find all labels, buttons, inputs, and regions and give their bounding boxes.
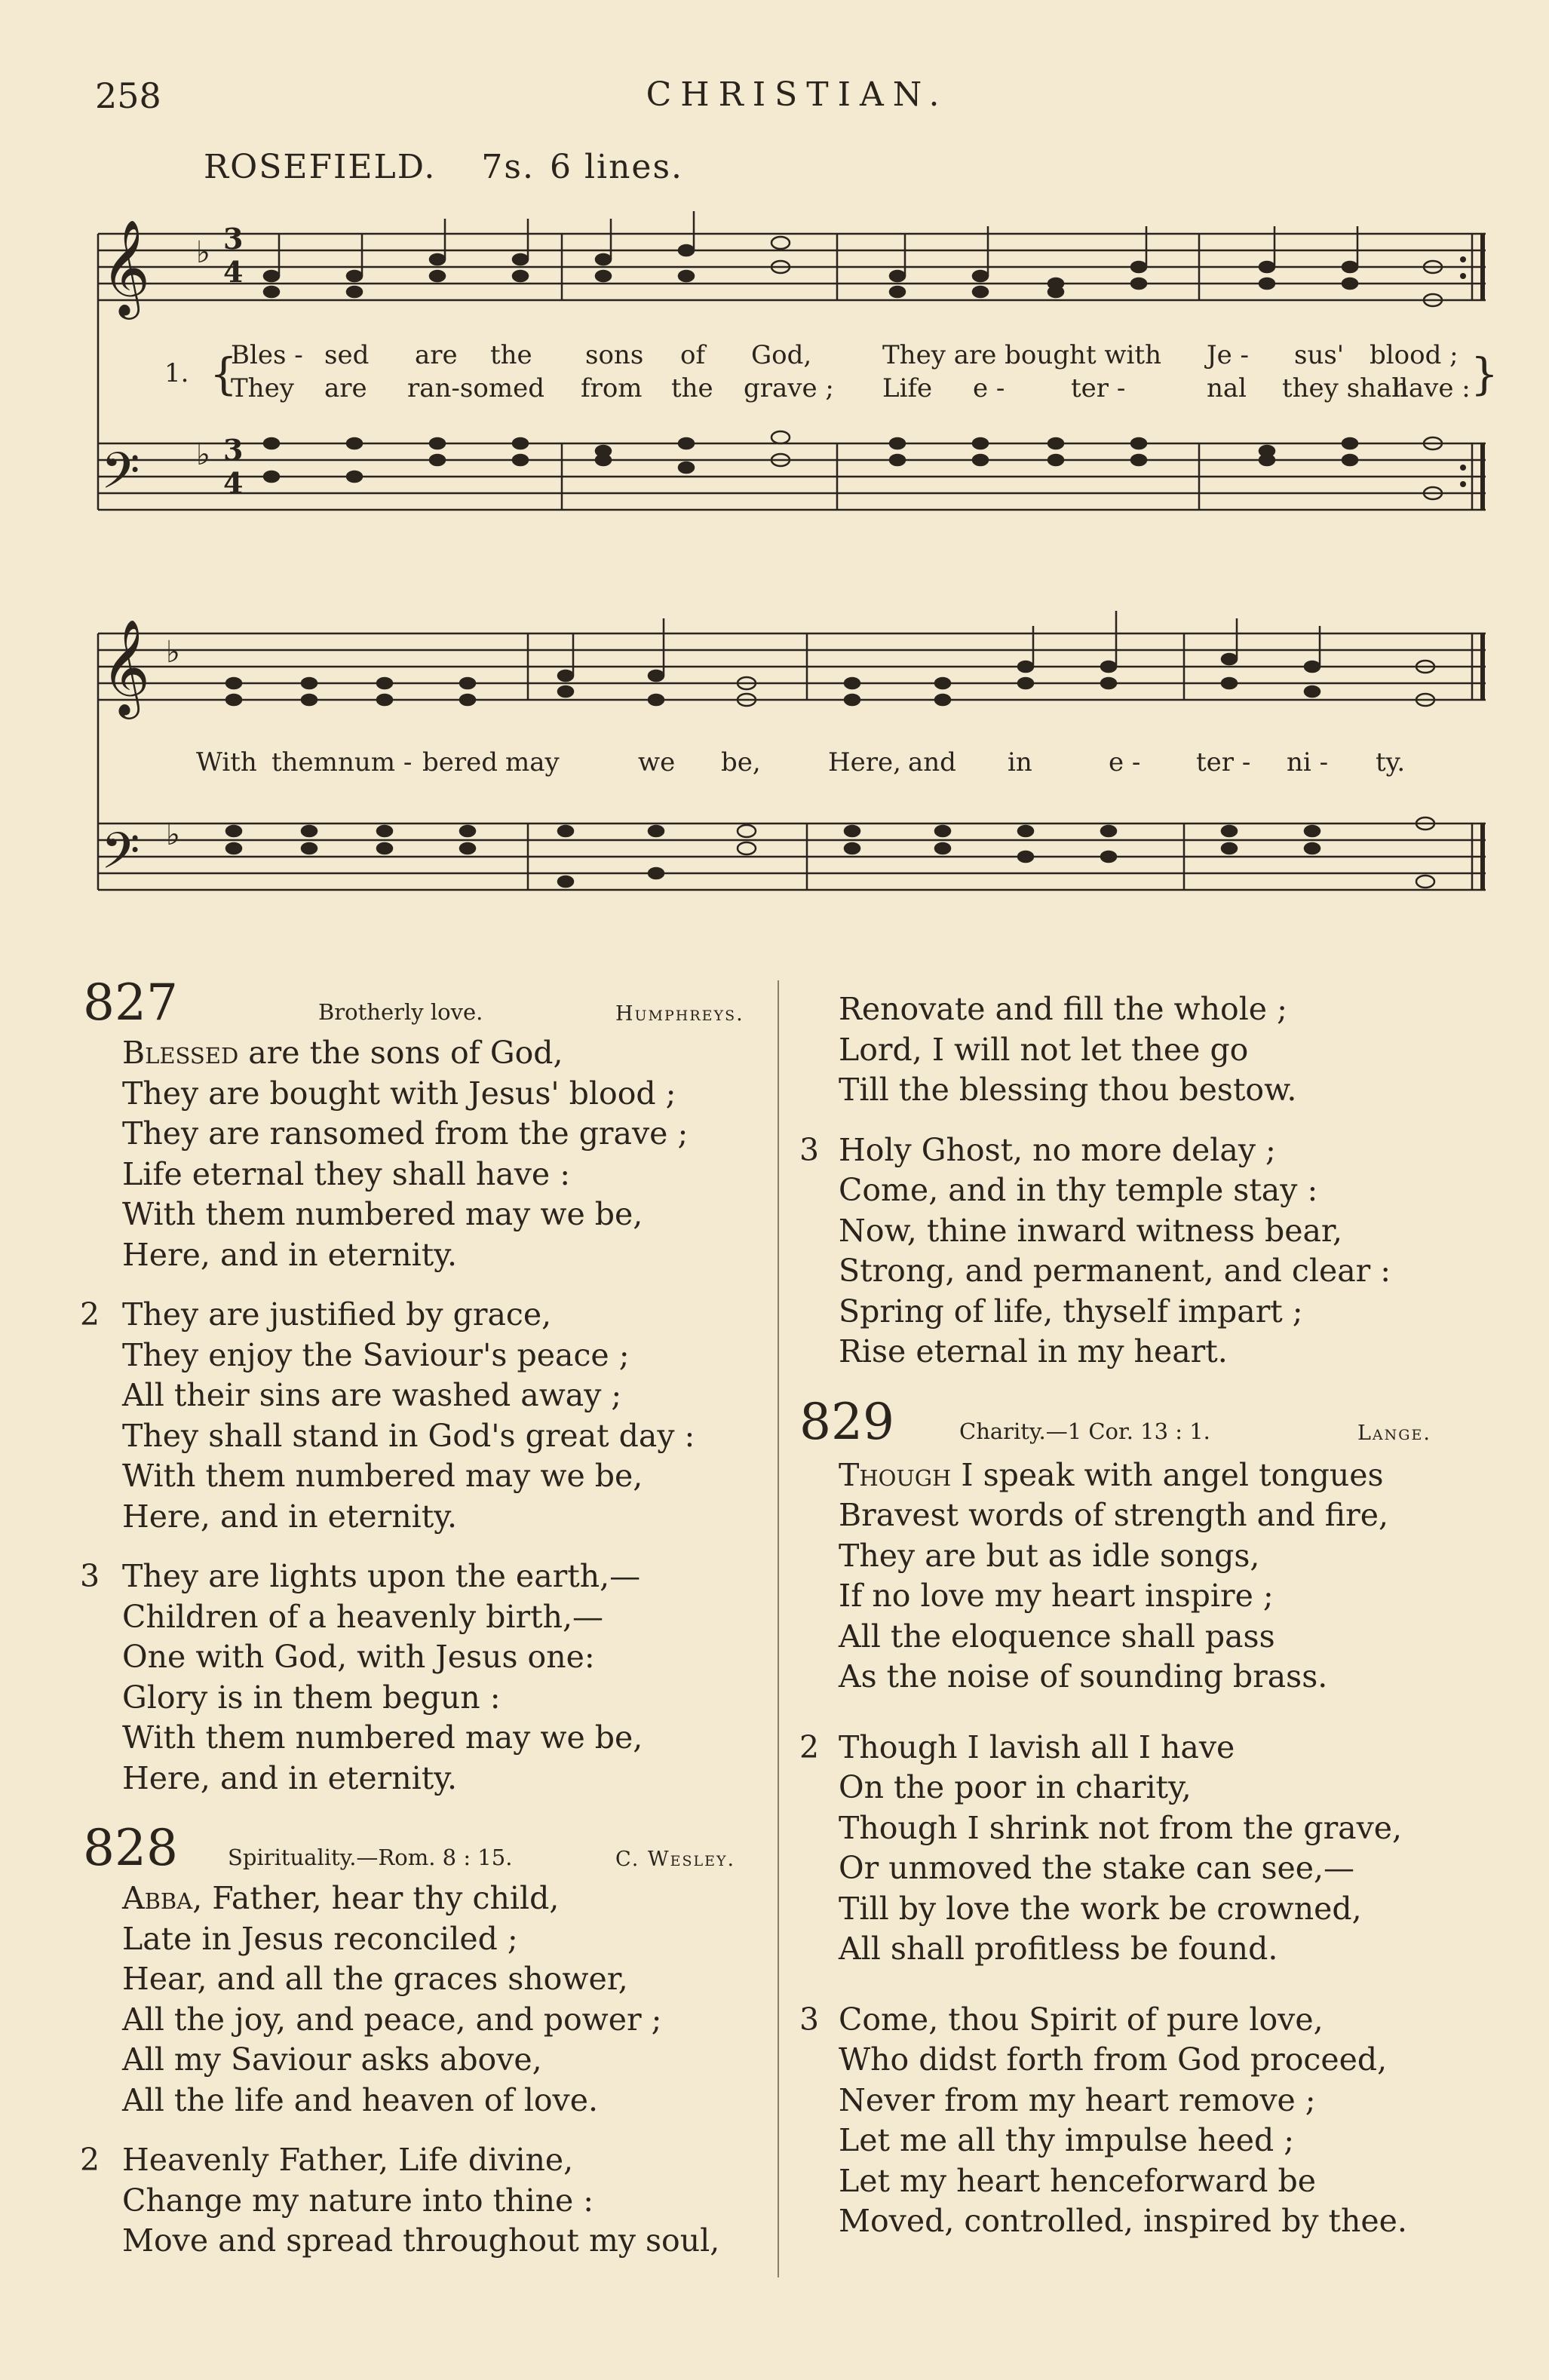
verse-line: Come, and in thy temple stay :: [839, 1172, 1318, 1208]
syllable: Here,: [828, 747, 901, 777]
time-signature: 4: [223, 466, 244, 500]
verse-line: They are bought with Jesus' blood ;: [122, 1075, 676, 1112]
syllable: sons: [585, 340, 644, 370]
verse-line: Moved, controlled, inspired by thee.: [839, 2203, 1407, 2239]
syllable: are: [415, 340, 458, 370]
stanza: [799, 1728, 1502, 1970]
syllable: of: [680, 340, 706, 370]
verse-line: If no love my heart inspire ;: [839, 1578, 1274, 1614]
syllable: They are bought with: [882, 340, 1161, 370]
syllable: the: [490, 340, 532, 370]
time-signature: 3: [223, 433, 244, 467]
verse-line: Change my nature into thine :: [122, 2182, 594, 2219]
verse-line: Let my heart henceforward be: [839, 2162, 1316, 2199]
hymn-topic: Spirituality.—Rom. 8 : 15.: [228, 1845, 513, 1870]
syllable: With: [196, 747, 257, 777]
verse-line: All the joy, and peace, and power ;: [122, 2001, 662, 2038]
verse-line: They are justified by grace,: [122, 1296, 552, 1333]
verse-line: Here, and in eternity.: [122, 1498, 457, 1535]
verse-line: All shall profitless be found.: [839, 1931, 1278, 1967]
verse-line: Let me all thy impulse heed ;: [839, 2122, 1295, 2158]
stanza: [80, 1557, 765, 1799]
syllable: are: [324, 373, 367, 403]
verse-line: One with God, with Jesus one:: [122, 1639, 595, 1675]
repeat-dots: [1460, 256, 1466, 487]
syllable: have :: [1392, 373, 1471, 403]
verse-line: With them numbered may we be,: [122, 1458, 643, 1494]
syllable: e -: [973, 373, 1005, 403]
music-system-2: [83, 603, 1501, 928]
treble-clef-icon: 𝄞: [101, 618, 151, 715]
hymn-number: 828: [83, 1819, 178, 1877]
stanza: [839, 1455, 1502, 1698]
verse-line: All their sins are washed away ;: [122, 1377, 622, 1413]
verse-line: Now, thine inward witness bear,: [839, 1212, 1343, 1249]
time-signature: 4: [223, 255, 244, 289]
brace-icon: }: [1471, 348, 1498, 400]
verse-line: Lord, I will not let thee go: [839, 1031, 1249, 1068]
brace-icon: {: [210, 348, 238, 400]
syllable: in: [1008, 747, 1032, 777]
syllable: ter -: [1071, 373, 1126, 403]
syllable: them: [271, 747, 338, 777]
syllable: e -: [1109, 747, 1141, 777]
hymn-number: 829: [799, 1392, 894, 1451]
column-divider: [778, 980, 779, 2277]
syllable: bered: [422, 747, 498, 777]
syllable: and: [908, 747, 956, 777]
syllable: from: [581, 373, 643, 403]
stanza-number: 2: [80, 1296, 100, 1333]
bass-clef-icon: 𝄢: [101, 822, 140, 892]
tune-lines: 6 lines.: [549, 148, 684, 186]
verse-line: Holy Ghost, no more delay ;: [839, 1131, 1276, 1168]
first-word: Abba: [122, 1880, 193, 1916]
syllable: God,: [751, 340, 812, 370]
first-word: Blessed: [122, 1035, 239, 1071]
stanza: [122, 1033, 765, 1275]
page-number: 258: [95, 75, 161, 116]
verse-line: Strong, and permanent, and clear :: [839, 1253, 1391, 1289]
verse-line: Late in Jesus reconciled ;: [122, 1920, 518, 1957]
verse-line: Hear, and all the graces shower,: [122, 1961, 628, 1997]
stanza-number: 3: [799, 1131, 820, 1168]
verse-line: Rise eternal in my heart.: [839, 1333, 1228, 1369]
stanza: [799, 1130, 1502, 1372]
syllable: they shall: [1282, 373, 1409, 403]
verse-line: With them numbered may we be,: [122, 1719, 643, 1756]
syllable: Life: [882, 373, 933, 403]
verse-line: Till by love the work be crowned,: [839, 1890, 1362, 1927]
verse-line: Glory is in them begun :: [122, 1679, 501, 1716]
verse-line: They are lights upon the earth,—: [122, 1558, 641, 1594]
flat-icon: ♭: [166, 817, 180, 852]
syllable: They: [231, 373, 294, 403]
hymn-829: [799, 1392, 1502, 2242]
stanza: [80, 2140, 765, 2262]
stanza-number: 2: [80, 2142, 100, 2178]
treble-staff: [98, 234, 1486, 300]
verse-line: All my Saviour asks above,: [122, 2041, 542, 2078]
syllable: ran-somed: [407, 373, 544, 403]
flat-icon: ♭: [166, 635, 180, 670]
stanza-number: 3: [80, 1558, 100, 1594]
verse-line: Come, thou Spirit of pure love,: [839, 2001, 1324, 2038]
stanza: [80, 1295, 765, 1537]
verse-line: Here, and in eternity.: [122, 1759, 457, 1796]
syllable: nal: [1207, 373, 1247, 403]
lyrics: [196, 747, 1405, 777]
syllable: sus': [1294, 340, 1345, 370]
verse-line: I speak with angel tongues: [951, 1456, 1384, 1493]
verse-line: Move and spread throughout my soul,: [122, 2222, 720, 2259]
stanza-number: 3: [799, 2001, 820, 2038]
verse-line: Life eternal they shall have :: [122, 1155, 571, 1192]
verse-line: Renovate and fill the whole ;: [839, 991, 1287, 1027]
syllable: ty.: [1376, 747, 1406, 777]
stanza: [122, 1879, 765, 2121]
bass-staff: [98, 443, 1486, 510]
tune-name: ROSEFIELD.: [204, 148, 437, 186]
verse-line: They are but as idle songs,: [839, 1537, 1260, 1574]
syllable: blood ;: [1370, 340, 1459, 370]
hymn-827: [80, 973, 765, 1799]
verse-line: Spring of life, thyself impart ;: [839, 1293, 1303, 1330]
flat-icon: ♭: [196, 235, 210, 270]
running-head: CHRISTIAN.: [646, 75, 949, 114]
syllable: grave ;: [744, 373, 834, 403]
barlines: [98, 234, 1483, 510]
hymn-author: C. Wesley.: [615, 1848, 736, 1871]
syllable: Bles -: [231, 340, 303, 370]
syllable: may: [505, 747, 560, 777]
verse-line-2: [231, 373, 1471, 403]
stanza-number: 2: [799, 1728, 820, 1765]
syllable: ni -: [1287, 747, 1329, 777]
verse-line: Though I shrink not from the grave,: [839, 1809, 1403, 1846]
syllable: sed: [324, 340, 370, 370]
tune-header: [204, 148, 728, 186]
hymn-author: Humphreys.: [615, 1002, 744, 1026]
syllable: we: [638, 747, 676, 777]
syllable: be,: [721, 747, 761, 777]
flat-icon: ♭: [196, 437, 210, 472]
left-column: [80, 973, 765, 2281]
tune-meter: 7s.: [481, 148, 535, 186]
music-system-1: [83, 204, 1501, 551]
syllable: ter -: [1196, 747, 1251, 777]
verse-line: They are ransomed from the grave ;: [122, 1115, 689, 1152]
bass-clef-icon: 𝄢: [101, 442, 140, 512]
first-word: Though: [839, 1456, 952, 1493]
hymn-number: 827: [83, 974, 178, 1032]
hymn-topic: Brotherly love.: [318, 999, 483, 1025]
stanza-continued: [839, 989, 1502, 1111]
hymn-author: Lange.: [1357, 1421, 1431, 1445]
verse-line: Children of a heavenly birth,—: [122, 1598, 604, 1635]
verse-line: Bravest words of strength and fire,: [839, 1497, 1389, 1533]
verse-line: Who didst forth from God proceed,: [839, 2041, 1388, 2078]
verse-line: Though I lavish all I have: [839, 1728, 1235, 1765]
treble-clef-icon: 𝄞: [101, 219, 151, 315]
verse-line: , Father, hear thy child,: [192, 1880, 560, 1916]
verse-line: Or unmoved the stake can see,—: [839, 1850, 1355, 1886]
verse-line: They enjoy the Saviour's peace ;: [122, 1336, 630, 1373]
syllable: num -: [338, 747, 413, 777]
verse-line: With them numbered may we be,: [122, 1196, 643, 1232]
stanza: [799, 2000, 1502, 2242]
verse-line: Till the blessing thou bestow.: [839, 1072, 1297, 1108]
verse-line: All the life and heaven of love.: [122, 2081, 598, 2118]
verse-line: As the noise of sounding brass.: [839, 1658, 1328, 1695]
verse-line: Never from my heart remove ;: [839, 2081, 1316, 2118]
verse-line: Here, and in eternity.: [122, 1236, 457, 1273]
verse-line: On the poor in charity,: [839, 1769, 1192, 1805]
hymn-828: [80, 1818, 765, 2262]
hymn-topic: Charity.—1 Cor. 13 : 1.: [959, 1418, 1210, 1444]
stanza-number: 1.: [164, 358, 189, 388]
verse-line: All the eloquence shall pass: [839, 1618, 1275, 1655]
verse-line: They shall stand in God's great day :: [122, 1417, 695, 1454]
syllable: the: [671, 373, 713, 403]
verse-line-1: [231, 340, 1459, 370]
time-signature: 3: [223, 222, 244, 256]
right-column: [799, 989, 1502, 2262]
verse-line: are the sons of God,: [238, 1035, 563, 1071]
syllable: Je -: [1207, 340, 1250, 370]
verse-line: Heavenly Father, Life divine,: [122, 2142, 574, 2178]
treble-staff: [98, 633, 1486, 700]
